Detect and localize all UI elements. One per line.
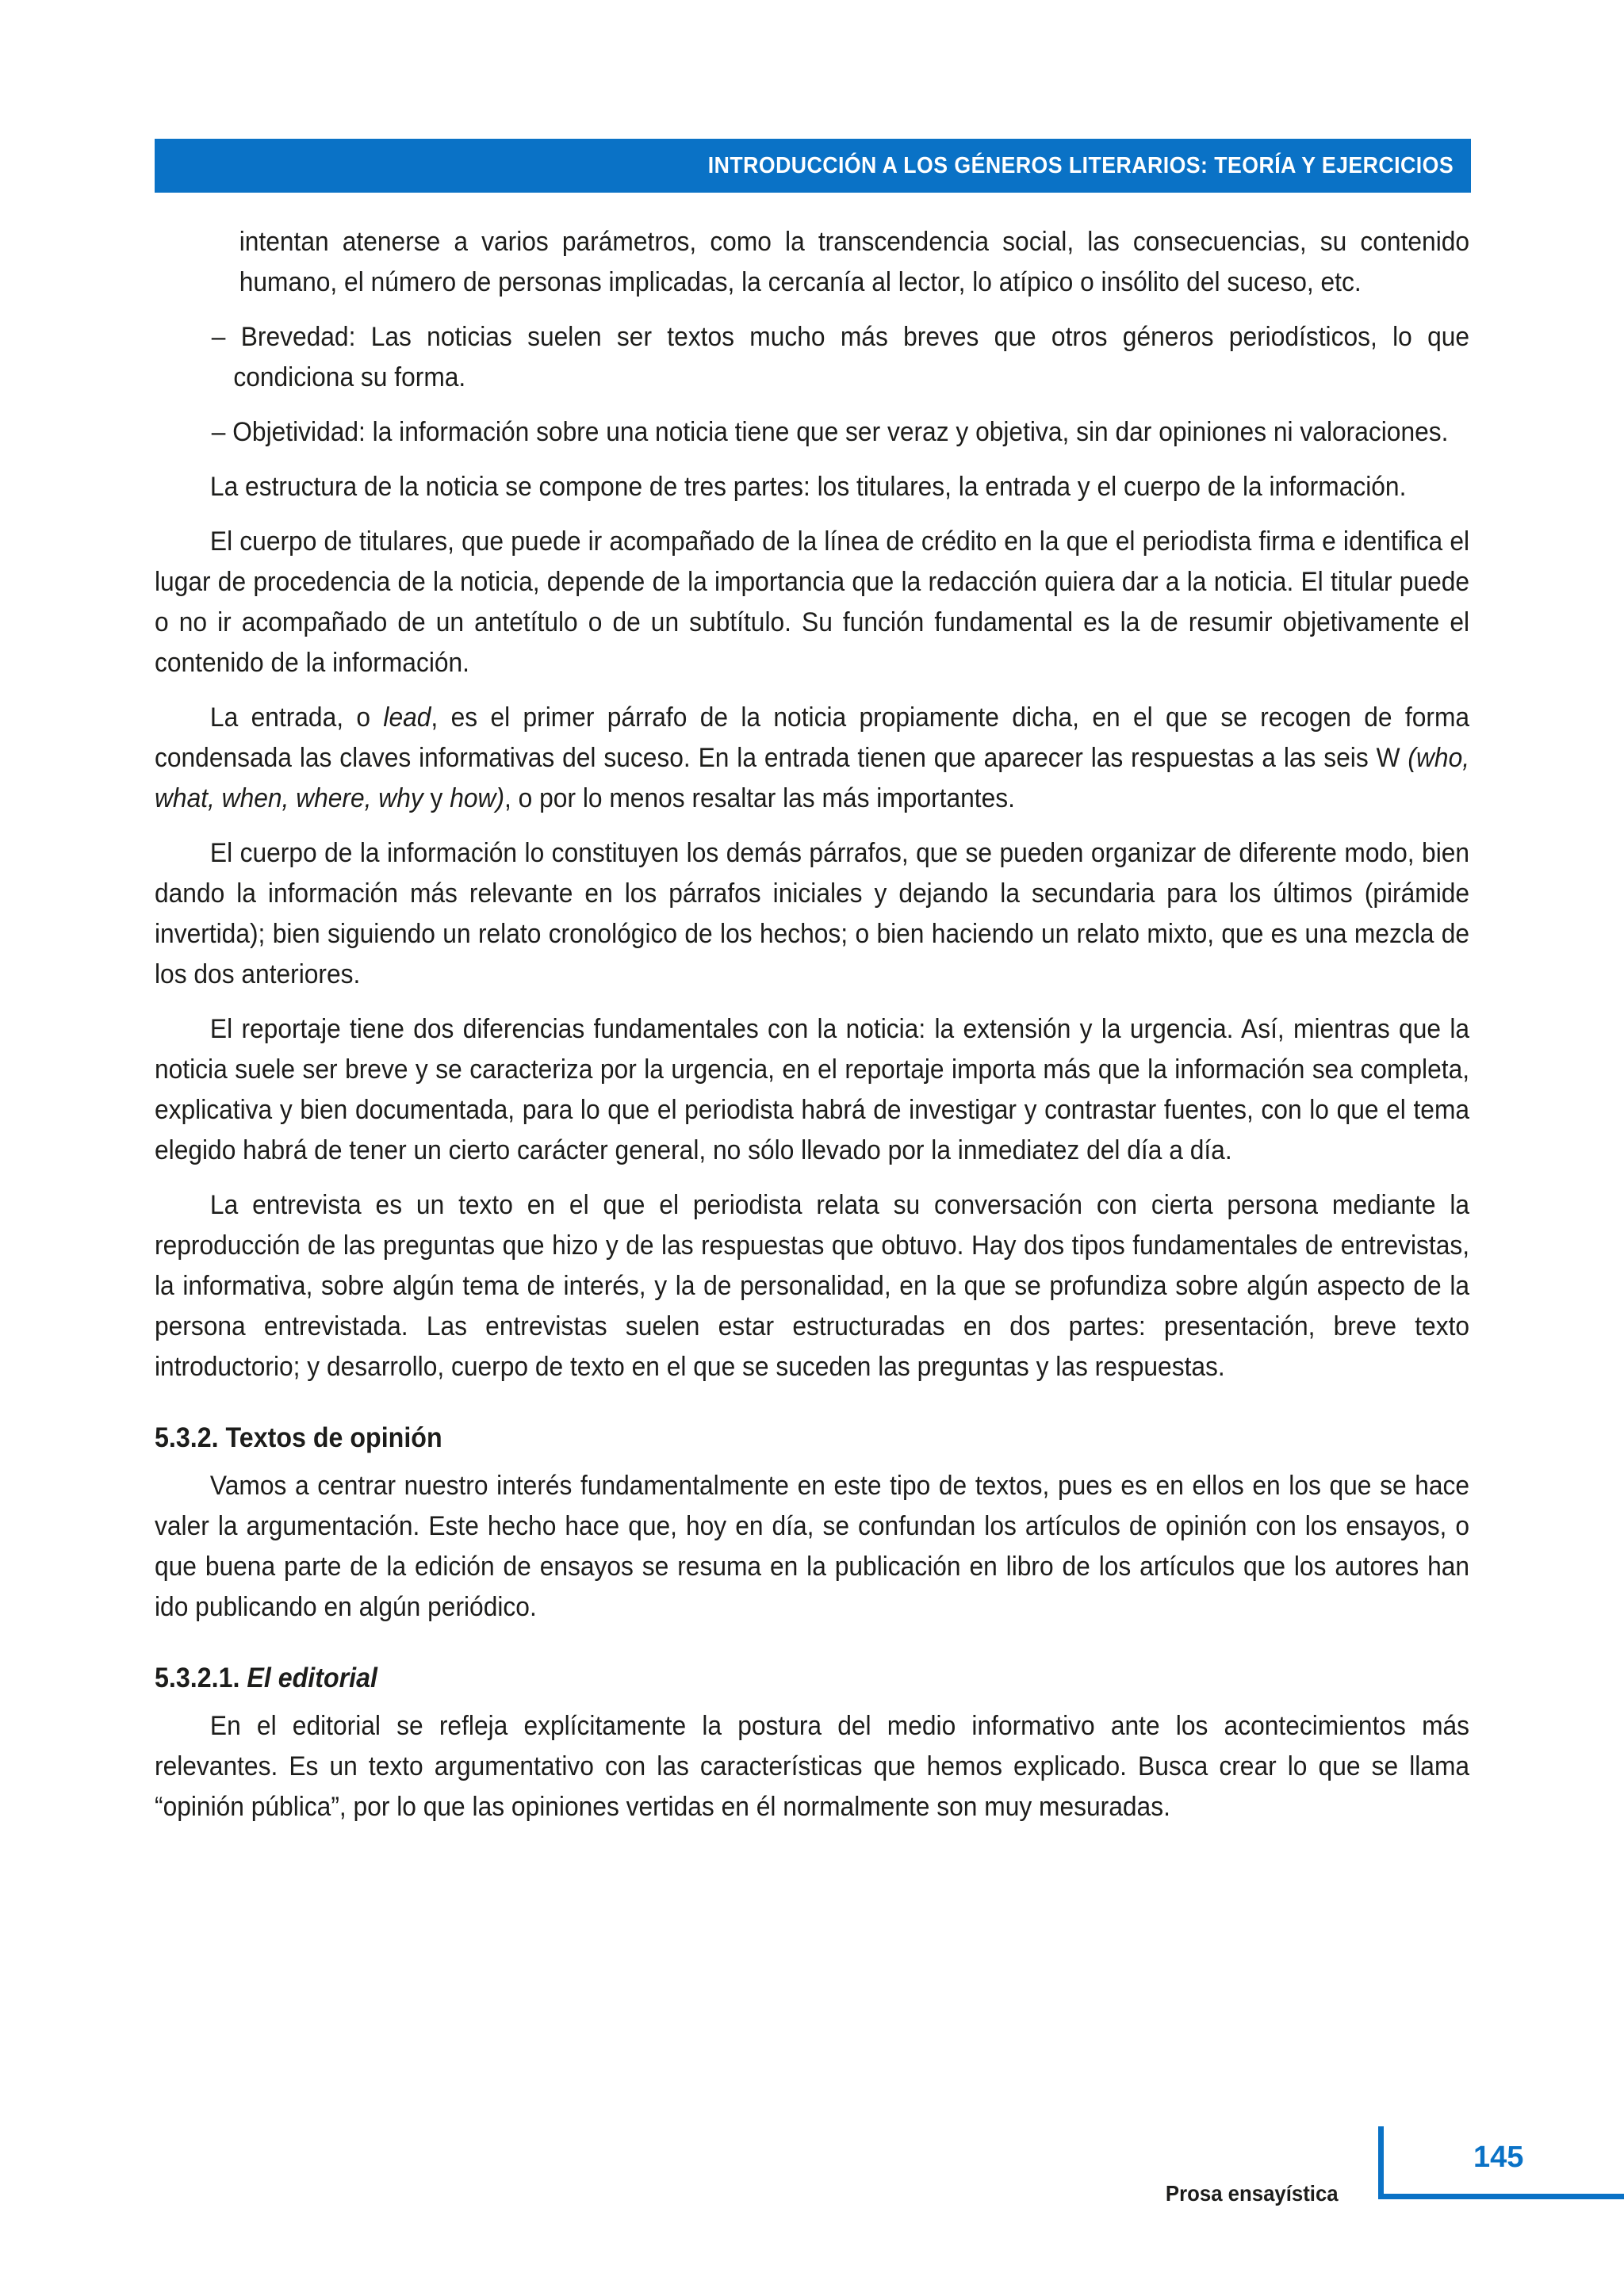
footer-accent-vertical: [1378, 2126, 1384, 2199]
list-item-objetividad: – Objetividad: la información sobre una noticia tiene que ser veraz y objetiva, sin dar opiniones ni valoraciones.: [211, 417, 1449, 447]
paragraph-reportaje: El reportaje tiene dos diferencias fundamentales con la noticia: la extensión y la urgencia. Así, mientras que la noticia suele ser breve y se caracteriza por la urgencia, en el reportaje importa más que la información sea completa, explicativa y bien documentada, para lo que el periodista habrá de investigar y contrastar fuentes, con lo que el tema elegido habrá de tener un cierto carácter general, no sólo llevado por la inmediatez del día a día.: [155, 1014, 1470, 1165]
section-heading-editorial: [155, 1658, 1364, 1698]
paragraph-editorial: En el editorial se refleja explícitamente la postura del medio informativo ante los acontecimientos más relevantes. Es un texto argumentativo con las características que hemos explicado. Busca crear lo que se llama “opinión pública”, por lo que las opiniones vertidas en él normalmente son muy mesuradas.: [155, 1711, 1470, 1822]
paragraph-entrevista: La entrevista es un texto en el que el periodista relata su conversación con cierta persona mediante la reproducción de las preguntas que hizo y de las respuestas que obtuvo. Hay dos tipos fundamentales de entrevistas, la informativa, sobre algún tema de interés, y la de personalidad, en la que se profundiza sobre algún aspecto de la persona entrevistada. Las entrevistas suelen estar estructuradas en dos partes: presentación, breve texto introductorio; y desarrollo, cuerpo de texto en el que se suceden las preguntas y las respuestas.: [155, 1190, 1470, 1382]
section-heading-opinion: 5.3.2. Textos de opinión: [155, 1422, 442, 1453]
entrada-text-2: , es el primer párrafo de la noticia propiamente dicha, en el que se recogen de forma condensada las claves informativas del suceso. En la entrada tienen que aparecer las respuestas a las seis W: [155, 702, 1470, 773]
paragraph-titulares: El cuerpo de titulares, que puede ir acompañado de la línea de crédito en la que el periodista firma e identifica el lugar de procedencia de la noticia, depende de la importancia que la redacción quiera dar a la noticia. El titular puede o no ir acompañado de un antetítulo o de un subtítulo. Su función fundamental es la de resumir objetivamente el contenido de la información.: [155, 526, 1470, 678]
entrada-lead-term: lead: [383, 702, 431, 733]
paragraph-entrada: [155, 698, 1469, 819]
entrada-text-1: La entrada, o: [209, 702, 384, 733]
entrada-y: y: [423, 783, 450, 813]
list-item-brevedad: – Brevedad: Las noticias suelen ser textos mucho más breves que otros géneros periodísticos, lo que condiciona su forma.: [211, 322, 1470, 392]
page-body: [155, 222, 1469, 1842]
footer-accent-horizontal: [1378, 2194, 1624, 2199]
paragraph-opinion: Vamos a centrar nuestro interés fundamentalmente en este tipo de textos, pues es en ellos en los que se hace valer la argumentación. Este hecho hace que, hoy en día, se confundan los artículos de opinión con los ensayos, o que buena parte de la edición de ensayos se resuma en la publicación en libro de los artículos que los autores han ido publicando en algún periódico.: [155, 1471, 1470, 1622]
entrada-ws-list: (who, what, when, where, why: [155, 743, 1470, 813]
paragraph-estructura: La estructura de la noticia se compone de tres partes: los titulares, la entrada y el cuerpo de la información.: [209, 472, 1407, 502]
footer-section-name: Prosa ensayística: [1166, 2181, 1339, 2206]
running-header-bar: [155, 139, 1471, 193]
continuation-paragraph: intentan atenerse a varios parámetros, como la transcendencia social, las consecuencias, su contenido humano, el número de personas implicadas, la cercanía al lector, lo atípico o insólito del suceso, etc.: [239, 227, 1470, 297]
entrada-how: how): [450, 783, 505, 813]
paragraph-cuerpo: El cuerpo de la información lo constituyen los demás párrafos, que se pueden organizar de diferente modo, bien dando la información más relevante en los párrafos iniciales y dejando la secundaria para los últimos (pirámide invertida); bien siguiendo un relato cronológico de los hechos; o bien haciendo un relato mixto, que es una mezcla de los dos anteriores.: [155, 838, 1470, 989]
running-header-title: INTRODUCCIÓN A LOS GÉNEROS LITERARIOS: TEORÍA Y EJERCICIOS: [707, 152, 1454, 178]
editorial-heading-title: El editorial: [247, 1663, 377, 1693]
entrada-text-3: , o por lo menos resaltar las más importantes.: [504, 783, 1015, 813]
page-number: 145: [1473, 2141, 1524, 2174]
editorial-heading-number: 5.3.2.1.: [155, 1663, 247, 1693]
